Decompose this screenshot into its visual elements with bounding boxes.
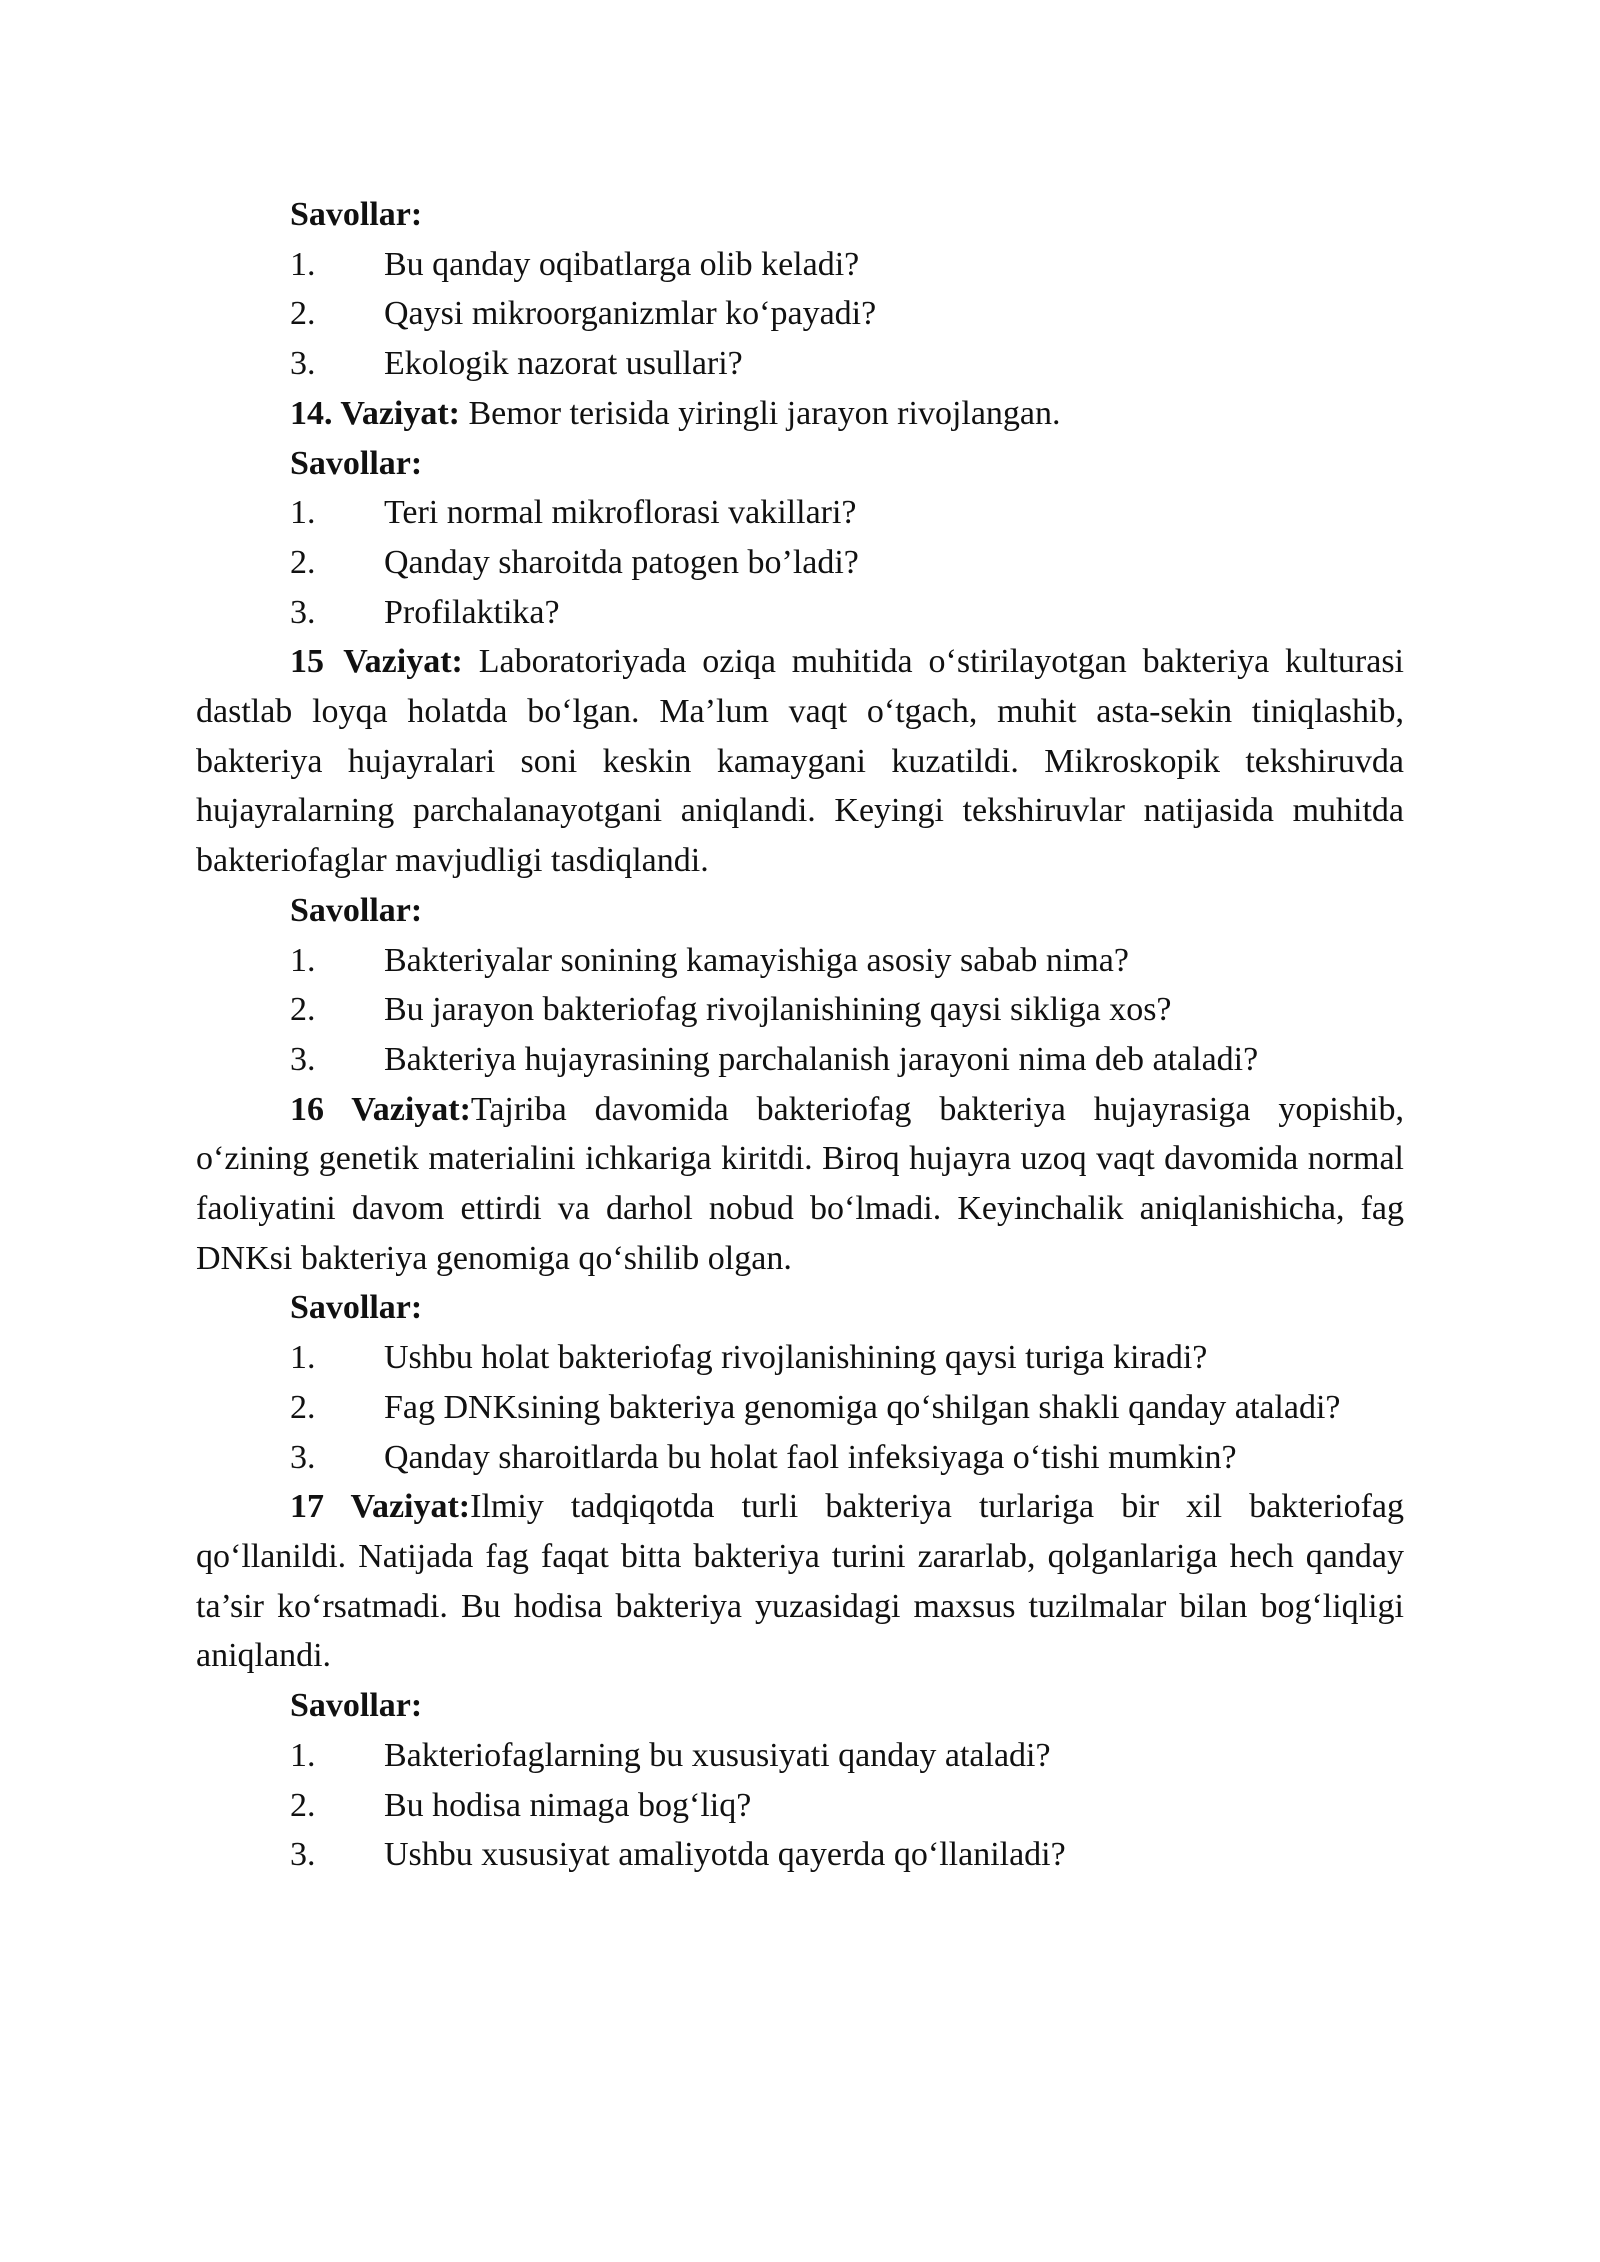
question-text: Qanday sharoitda patogen bo’ladi?	[384, 543, 859, 581]
question-number: 2.	[290, 543, 316, 581]
question-item	[196, 538, 1404, 588]
case-16-text: Tajriba davomida bakteriofag bakteriya hujayrasiga yopishib, o‘zining genetik materialini ichkariga kiritdi. Biroq hujayra uzoq vaqt davomida normal faoliyatini davom ettirdi va darhol nobud bo‘lmadi. Keyinchalik aniqlanishicha, fag DNKsi bakteriya genomiga qo‘shilib olgan.	[196, 1090, 1404, 1277]
case-15-paragraph	[196, 637, 1404, 886]
question-text: Bu hodisa nimaga bog‘liq?	[384, 1786, 752, 1824]
questions-heading: Savollar:	[290, 196, 423, 233]
question-number: 2.	[290, 1388, 316, 1426]
questions-heading: Savollar:	[290, 1687, 423, 1725]
question-number: 2.	[290, 1786, 316, 1824]
question-item	[196, 936, 1404, 986]
question-number: 1.	[290, 245, 316, 283]
case-14-paragraph	[196, 389, 1404, 439]
question-item	[196, 1333, 1404, 1383]
question-number: 3.	[290, 345, 316, 383]
question-item	[196, 289, 1404, 339]
question-number: 3.	[290, 1836, 316, 1874]
case-17-section	[196, 1482, 1404, 1880]
question-text: Bu qanday oqibatlarga olib keladi?	[384, 245, 860, 283]
question-number: 1.	[290, 1736, 316, 1774]
question-text: Ekologik nazorat usullari?	[384, 345, 743, 383]
case-15-lead: 15 Vaziyat:	[290, 643, 463, 681]
question-number: 3.	[290, 1438, 316, 1476]
question-item	[196, 1433, 1404, 1483]
question-item	[196, 1035, 1404, 1085]
question-item	[196, 985, 1404, 1035]
question-text: Qaysi mikroorganizmlar ko‘payadi?	[384, 295, 877, 333]
question-number: 3.	[290, 1040, 316, 1078]
case-17-text: Ilmiy tadqiqotda turli bakteriya turlariga bir xil bakteriofag qo‘llanildi. Natijada fag faqat bitta bakteriya turini zararlab, qolganlariga hech qanday ta’sir ko‘rsatmadi. Bu hodisa bakteriya yuzasidagi maxsus tuzilmalar bilan bog‘liqligi aniqlandi.	[196, 1488, 1405, 1675]
questions-heading: Savollar:	[290, 1289, 423, 1327]
question-item	[196, 339, 1404, 389]
question-text: Qanday sharoitlarda bu holat faol infeksiyaga o‘tishi mumkin?	[384, 1438, 1237, 1476]
question-item	[196, 1731, 1404, 1781]
case-15-section	[196, 637, 1404, 1084]
question-text: Profilaktika?	[384, 593, 560, 631]
questions-heading: Savollar:	[290, 444, 423, 482]
case-15-text: Laboratoriyada oziqa muhitida o‘stirilayotgan bakteriya kulturasi dastlab loyqa holatda bo‘lgan. Ma’lum vaqt o‘tgach, muhit asta-sekin tiniqlashib, bakteriya hujayralari soni keskin kamaygani kuzatildi. Mikroskopik tekshiruvda hujayralarning parchalanayotgani aniqlandi. Keyingi tekshiruvlar natijasida muhitda bakteriofaglar mavjudligi tasdiqlandi.	[196, 643, 1405, 880]
question-item	[196, 1781, 1404, 1831]
question-item	[196, 1830, 1404, 1880]
questions-heading: Savollar:	[290, 891, 423, 929]
case-16-paragraph	[196, 1085, 1404, 1284]
question-item	[196, 588, 1404, 638]
question-text: Teri normal mikroflorasi vakillari?	[384, 494, 857, 532]
intro-section	[196, 190, 1404, 389]
question-text: Ushbu xususiyat amaliyotda qayerda qo‘llaniladi?	[384, 1836, 1066, 1874]
question-text: Bu jarayon bakteriofag rivojlanishining qaysi sikliga xos?	[384, 991, 1172, 1029]
question-text: Bakteriya hujayrasining parchalanish jarayoni nima deb ataladi?	[384, 1040, 1259, 1078]
case-14-lead: 14. Vaziyat:	[290, 394, 460, 432]
question-item	[196, 488, 1404, 538]
question-number: 3.	[290, 593, 316, 631]
case-17-paragraph	[196, 1482, 1404, 1681]
case-17-lead: 17 Vaziyat:	[290, 1488, 471, 1526]
case-14-text: Bemor terisida yiringli jarayon rivojlangan.	[460, 394, 1061, 432]
question-number: 2.	[290, 295, 316, 333]
question-text: Bakteriyalar sonining kamayishiga asosiy sabab nima?	[384, 941, 1129, 979]
question-number: 2.	[290, 991, 316, 1029]
question-text: Bakteriofaglarning bu xususiyati qanday ataladi?	[384, 1736, 1051, 1774]
question-number: 1.	[290, 494, 316, 532]
question-number: 1.	[290, 1339, 316, 1377]
question-item	[196, 240, 1404, 290]
question-text: Ushbu holat bakteriofag rivojlanishining qaysi turiga kiradi?	[384, 1339, 1208, 1377]
case-16-lead: 16 Vaziyat:	[290, 1090, 471, 1128]
question-text: Fag DNKsining bakteriya genomiga qo‘shilgan shakli qanday ataladi?	[384, 1388, 1341, 1426]
case-14-section	[196, 389, 1404, 638]
question-number: 1.	[290, 941, 316, 979]
question-item	[196, 1383, 1404, 1433]
case-16-section	[196, 1085, 1404, 1483]
